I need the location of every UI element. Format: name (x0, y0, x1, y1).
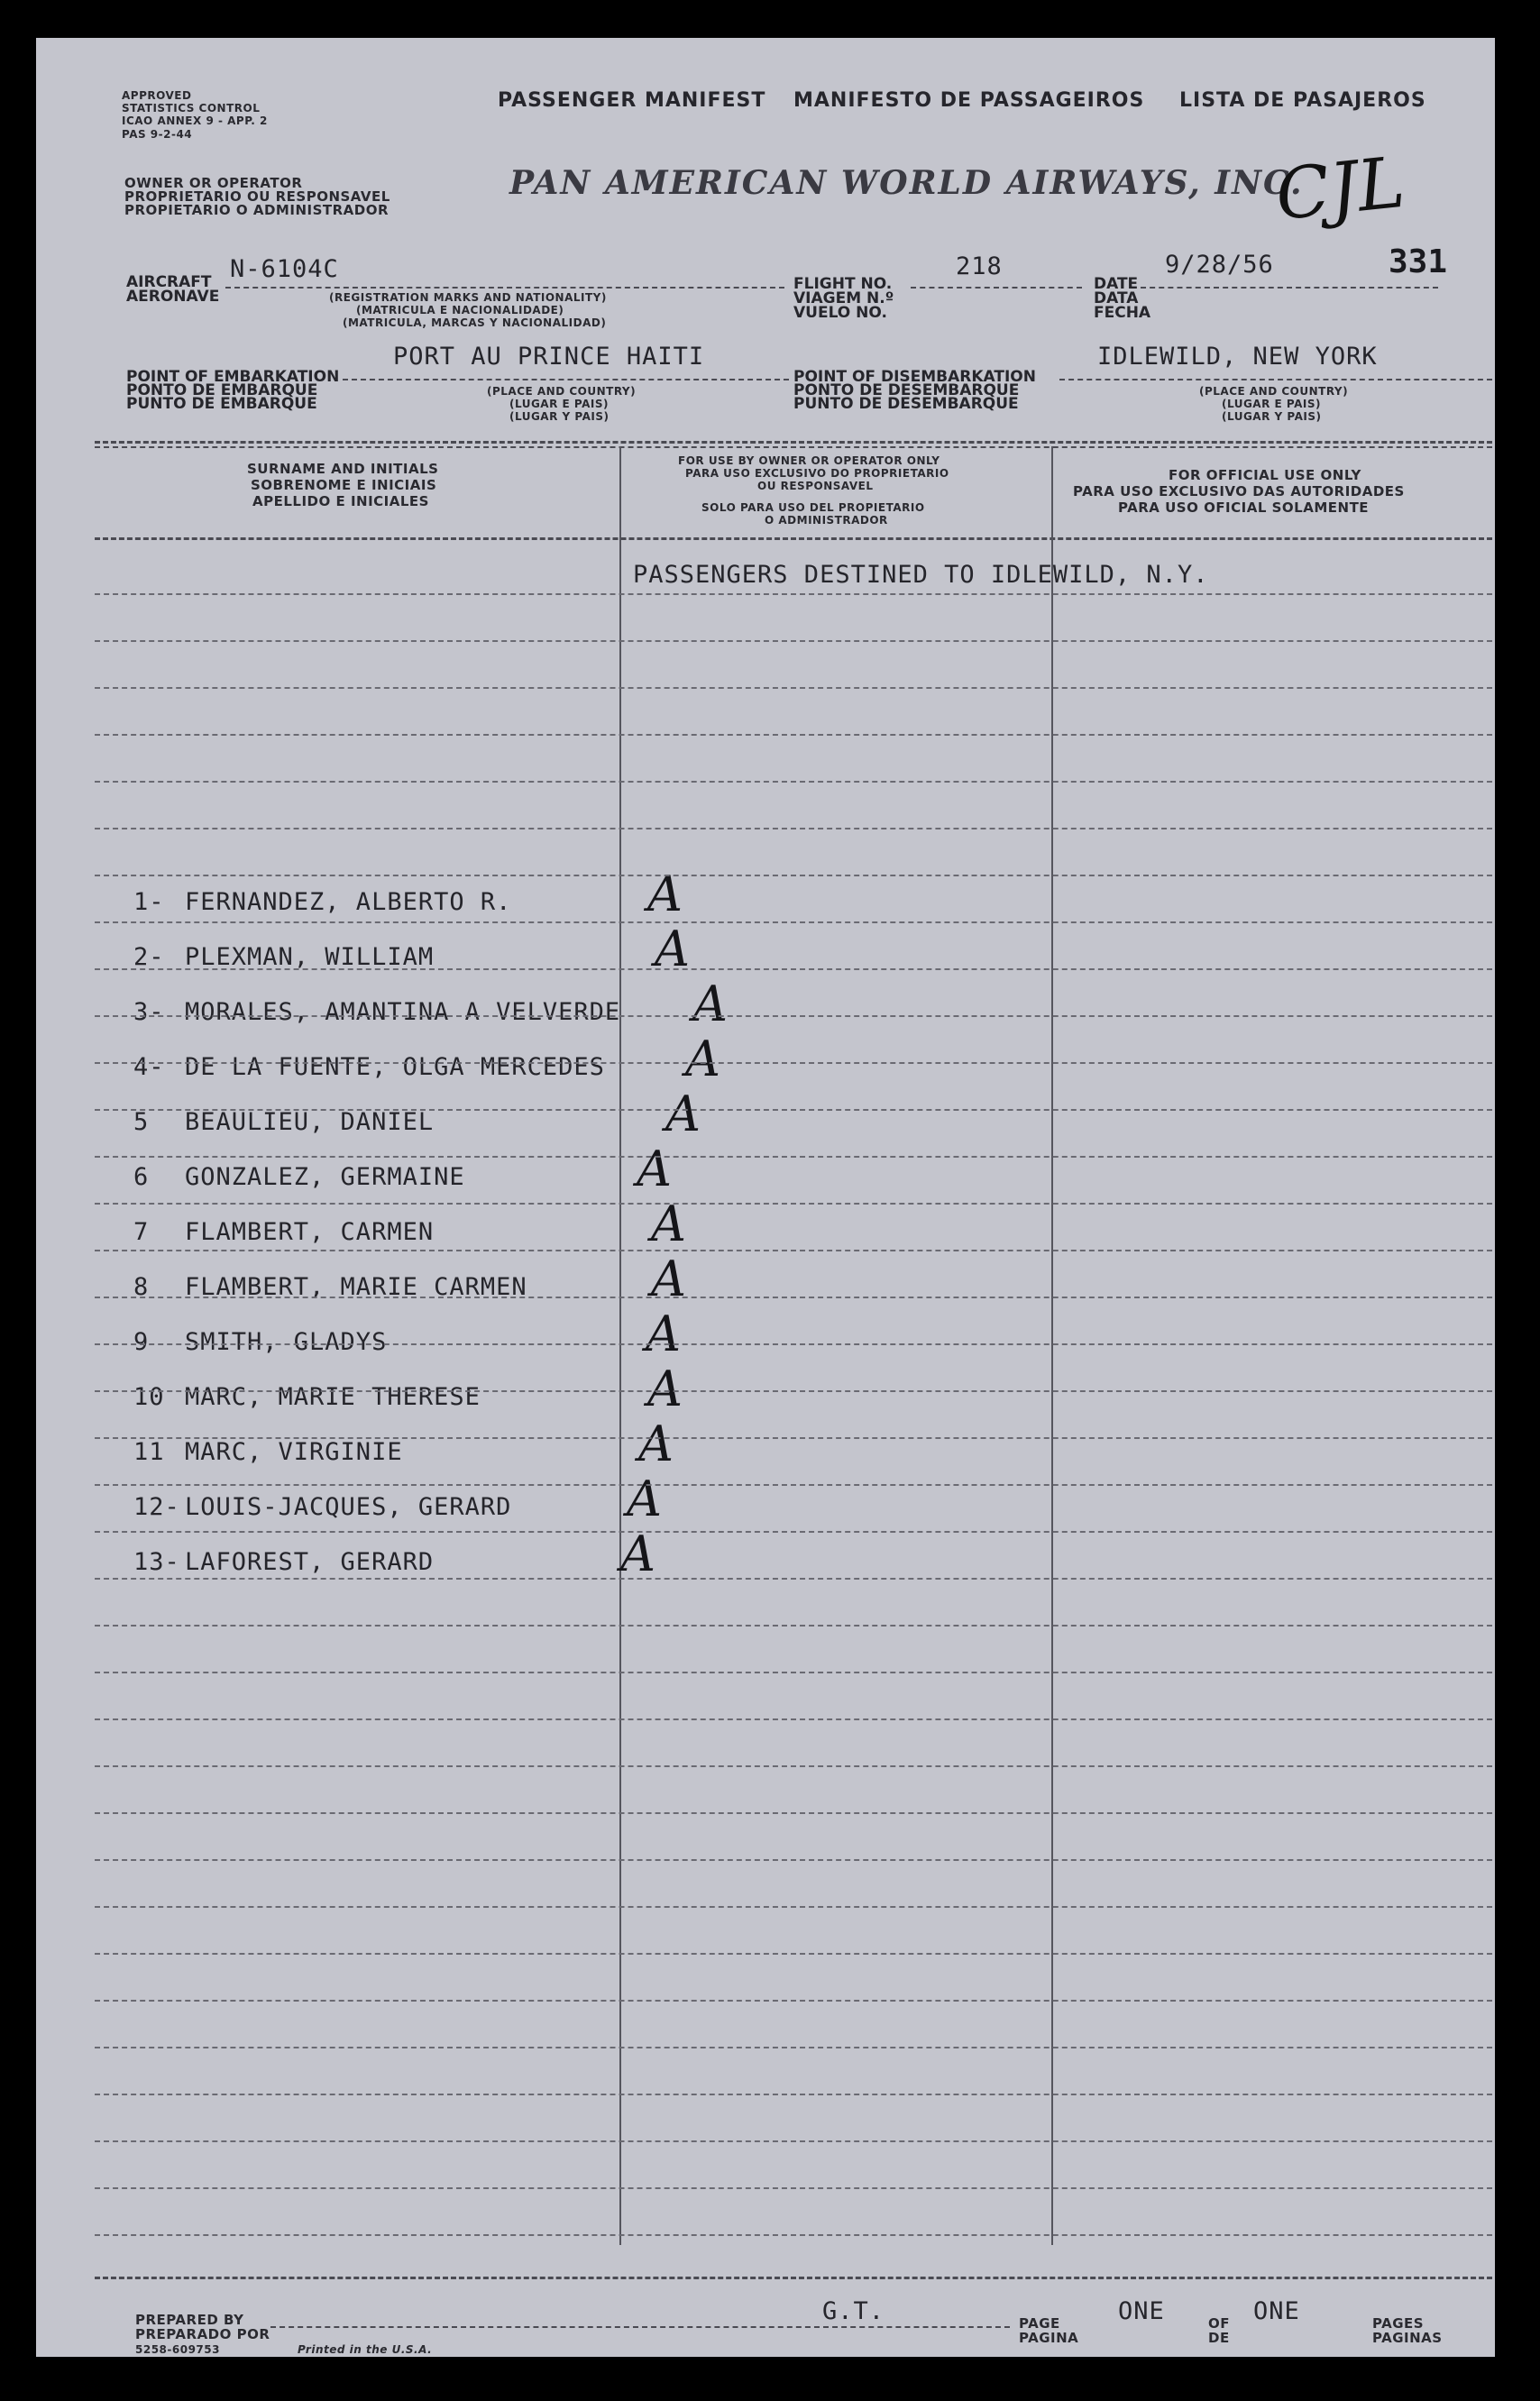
form-number: 5258-609753 (135, 2343, 220, 2356)
admission-mark: A (692, 976, 728, 1032)
passenger-name: FLAMBERT, MARIE CARMEN (185, 1273, 527, 1301)
aircraft-label-pt: AERONAVE (126, 288, 220, 306)
col2-header-4: SOLO PARA USO DEL PROPIETARIO (701, 501, 925, 514)
passenger-number: 10 (133, 1383, 165, 1411)
passenger-name: SMITH, GLADYS (185, 1328, 388, 1356)
admission-mark: A (637, 1141, 672, 1197)
ruled-line (95, 734, 1492, 736)
embark-label-en: POINT OF EMBARKATION (126, 368, 340, 386)
disembark-sub-1: (PLACE AND COUNTRY) (1199, 385, 1349, 398)
airline-logo: PAN AMERICAN WORLD AIRWAYS, INC. (509, 164, 1304, 202)
col3-header-2: PARA USO EXCLUSIVO DAS AUTORIDADES (1073, 483, 1405, 499)
col3-header-1: FOR OFFICIAL USE ONLY (1169, 467, 1361, 483)
date-value: 9/28/56 (1165, 251, 1274, 279)
aircraft-label-en: AIRCRAFT (126, 273, 212, 291)
ruled-line (95, 828, 1492, 829)
of-label-pt: DE (1208, 2330, 1230, 2346)
passenger-name: PLEXMAN, WILLIAM (185, 943, 435, 971)
ruled-line (95, 1109, 1492, 1111)
passenger-name: LOUIS-JACQUES, GERARD (185, 1493, 512, 1521)
embark-value: PORT AU PRINCE HAITI (393, 343, 705, 371)
ruled-line (95, 921, 1492, 923)
passenger-number: 9 (133, 1328, 150, 1356)
date-label-en: DATE (1094, 275, 1139, 293)
passenger-name: LAFOREST, GERARD (185, 1548, 435, 1576)
owner-label-en: OWNER OR OPERATOR (124, 175, 303, 191)
title-es: LISTA DE PASAJEROS (1179, 89, 1426, 112)
admission-mark: A (655, 921, 690, 977)
aircraft-sub-2: (MATRICULA E NACIONALIDADE) (356, 304, 564, 316)
flight-label-en: FLIGHT NO. (793, 275, 893, 293)
aircraft-value: N-6104C (230, 255, 339, 283)
admission-mark: A (651, 1196, 686, 1252)
ruled-line (95, 2094, 1492, 2095)
ruled-line (95, 1672, 1492, 1673)
ruled-line (95, 1625, 1492, 1627)
col1-header-pt: SOBRENOME E INICIAIS (251, 477, 437, 493)
flight-value: 218 (956, 252, 1003, 280)
passenger-name: MORALES, AMANTINA A VELVERDE (185, 998, 621, 1026)
col2-header-3: OU RESPONSAVEL (757, 480, 874, 492)
col2-header-1: FOR USE BY OWNER OR OPERATOR ONLY (678, 454, 940, 467)
prepared-value: G.T. (822, 2297, 885, 2325)
embark-label-es: PUNTO DE EMBARQUE (126, 395, 317, 413)
title-en: PASSENGER MANIFEST (498, 89, 766, 112)
page-label-pt: PAGINA (1019, 2330, 1079, 2346)
passenger-number: 12- (133, 1493, 180, 1521)
ruled-line (95, 1062, 1492, 1064)
ruled-line (95, 1250, 1492, 1251)
embark-sub-2: (LUGAR E PAIS) (509, 398, 609, 410)
ruled-line (95, 2000, 1492, 2002)
ruled-line (95, 968, 1492, 970)
passenger-number: 7 (133, 1218, 150, 1246)
ruled-line (95, 1343, 1492, 1345)
col2-header-2: PARA USO EXCLUSIVO DO PROPRIETARIO (685, 467, 949, 480)
ruled-line (95, 1859, 1492, 1861)
title-pt: MANIFESTO DE PASSAGEIROS (793, 89, 1145, 112)
ruled-line (95, 2234, 1492, 2236)
ruled-line (95, 1484, 1492, 1486)
ruled-line (95, 1906, 1492, 1908)
prepared-label-pt: PREPARADO POR (135, 2326, 270, 2342)
flight-label-pt: VIAGEM N.º (793, 289, 894, 307)
ruled-line (95, 1578, 1492, 1580)
embark-sub-3: (LUGAR Y PAIS) (509, 410, 610, 423)
passenger-number: 13- (133, 1548, 180, 1576)
aircraft-sub-3: (MATRICULA, MARCAS Y NACIONALIDAD) (343, 316, 607, 329)
admission-mark: A (646, 1306, 681, 1362)
disembark-sub-3: (LUGAR Y PAIS) (1222, 410, 1322, 423)
ruled-line (95, 781, 1492, 783)
passenger-name: FERNANDEZ, ALBERTO R. (185, 888, 512, 916)
passenger-name: MARC, MARIE THERESE (185, 1383, 481, 1411)
aircraft-sub-1: (REGISTRATION MARKS AND NATIONALITY) (329, 291, 607, 304)
pages-label-en: PAGES (1372, 2315, 1425, 2332)
admission-mark: A (620, 1526, 655, 1582)
of-value: ONE (1253, 2297, 1300, 2325)
col2-header-5: O ADMINISTRADOR (765, 514, 888, 527)
owner-label-es: PROPIETARIO O ADMINISTRADOR (124, 202, 390, 218)
admission-mark: A (685, 1031, 720, 1087)
pages-label-pt: PAGINAS (1372, 2330, 1443, 2346)
ruled-line (95, 687, 1492, 689)
ruled-line (95, 2140, 1492, 2142)
ruled-line (95, 593, 1492, 595)
handwritten-code: CJL (1271, 142, 1409, 237)
embark-label-pt: PONTO DE EMBARQUE (126, 381, 318, 399)
ruled-line (95, 1718, 1492, 1720)
passenger-number: 6 (133, 1163, 150, 1191)
passenger-number: 5 (133, 1108, 150, 1136)
admission-mark: A (647, 1361, 683, 1417)
disembark-label-es: PUNTO DE DESEMBARQUE (793, 395, 1019, 413)
ruled-line (95, 1015, 1492, 1017)
disembark-label-en: POINT OF DISEMBARKATION (793, 368, 1036, 386)
admission-mark: A (651, 1251, 686, 1307)
ruled-line (95, 1437, 1492, 1439)
ruled-line (95, 1390, 1492, 1392)
passenger-number: 1- (133, 888, 165, 916)
ruled-line (95, 875, 1492, 876)
disembark-value: IDLEWILD, NEW YORK (1097, 343, 1378, 371)
col3-header-3: PARA USO OFICIAL SOLAMENTE (1118, 499, 1370, 516)
ruled-line (95, 1531, 1492, 1533)
passenger-name: MARC, VIRGINIE (185, 1438, 403, 1466)
admission-mark: A (665, 1086, 701, 1142)
admission-mark: A (627, 1471, 662, 1527)
approval-line-1: APPROVED (122, 89, 192, 102)
printed-note: Printed in the U.S.A. (298, 2343, 433, 2356)
ruled-line (95, 2187, 1492, 2189)
col1-header-en: SURNAME AND INITIALS (247, 461, 439, 477)
passenger-number: 11 (133, 1438, 165, 1466)
disembark-sub-2: (LUGAR E PAIS) (1222, 398, 1321, 410)
passenger-name: BEAULIEU, DANIEL (185, 1108, 435, 1136)
date-label-pt: DATA (1094, 289, 1139, 307)
admission-mark: A (638, 1416, 674, 1472)
ruled-line (95, 1765, 1492, 1767)
approval-line-2: STATISTICS CONTROL (122, 102, 261, 115)
admission-mark: A (647, 866, 683, 922)
passenger-number: 2- (133, 943, 165, 971)
ruled-line (95, 1953, 1492, 1955)
ruled-line (95, 1203, 1492, 1205)
passenger-number: 4- (133, 1053, 165, 1081)
destination-note: PASSENGERS DESTINED TO IDLEWILD, N.Y. (633, 561, 1209, 589)
page-label-en: PAGE (1019, 2315, 1060, 2332)
of-label-en: OF (1208, 2315, 1230, 2332)
col1-header-es: APELLIDO E INICIALES (252, 493, 429, 509)
approval-line-3: ICAO ANNEX 9 - APP. 2 (122, 115, 268, 127)
prepared-label-en: PREPARED BY (135, 2312, 244, 2328)
ruled-line (95, 1156, 1492, 1158)
date-label-es: FECHA (1094, 304, 1151, 322)
passenger-name: FLAMBERT, CARMEN (185, 1218, 435, 1246)
passenger-name: GONZALEZ, GERMAINE (185, 1163, 465, 1191)
ruled-line (95, 640, 1492, 642)
ruled-line (95, 1812, 1492, 1814)
ruled-line (95, 2047, 1492, 2048)
passenger-number: 3- (133, 998, 165, 1026)
embark-sub-1: (PLACE AND COUNTRY) (487, 385, 637, 398)
disembark-label-pt: PONTO DE DESEMBARQUE (793, 381, 1020, 399)
page-value: ONE (1118, 2297, 1165, 2325)
owner-label-pt: PROPRIETARIO OU RESPONSAVEL (124, 188, 390, 205)
approval-line-4: PAS 9-2-44 (122, 128, 193, 141)
manifest-number: 331 (1389, 243, 1448, 280)
passenger-name: DE LA FUENTE, OLGA MERCEDES (185, 1053, 605, 1081)
ruled-line (95, 1297, 1492, 1298)
passenger-number: 8 (133, 1273, 150, 1301)
flight-label-es: VUELO NO. (793, 304, 887, 322)
